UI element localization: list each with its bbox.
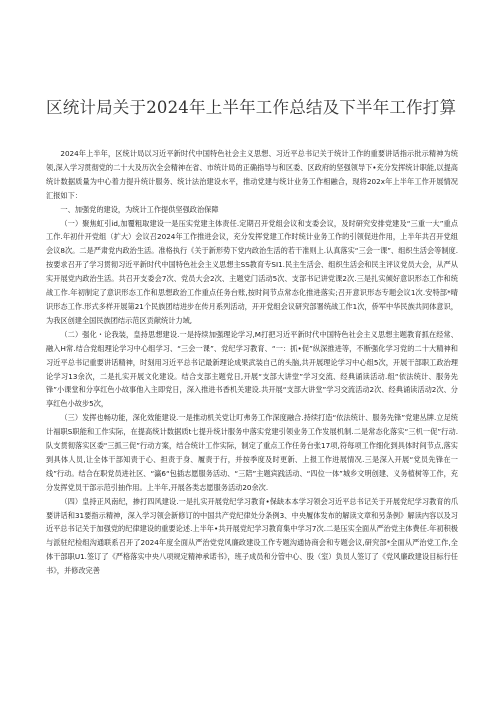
paragraph-item-4: （四）皇持正风南纪，掺打四风建设.一是扎实开展党纪学习教育•保缺本本学习领会习近平总书记关于开展党纪学习教育的爪要讲话和31要指示精神，深入学习领会新修订的中国共产党纪律处分条例3、中央履体发布的解读文章和另条例》解读内容以及习近平总书记关于加强党的纪律建设的重要论述.上半年•共开展党纪学习教育集中学习7次.二是压实全面从严治党主体费任.年初积极与派驻纪检组沟通联系召开了2024年度全面从严治党党风廉政建设工作专题沟通协商会和专题会议,研究部*全面从严治党工作,全体干部职U1.签订了《严格落实中央八项规定精神承诺书》，班子成员和分管中心、股（室）负员人签订了《党风廉政建设目标行任书》，并修改完善 (46, 496, 458, 576)
paragraph-item-1: （一）聚焦虹引id,加覆粗取建设一是压实党建主体责任.定期召开党组会议和支委会议，及时研究安排党建及“三重一大”重点工作.年初什开党组（扩大）会议召2024年工作推进会议，充分发挥党建工作时统计业务工作的引领促进作用，上半年共召开党组会议8次。二是严肃党内政治生活。准格执行《关于新形势下党内政治生活的若干准则上.认真落实“三会一课”、组织生活会等制度.按要求召开了学习贯彻习近平新时代中国特色社会主义思想主SS教育专SI1.民主生活会、组织生活会和民主评议党员大会，从严从实开展党内政治生活。共召开支委会7次、党员大会2次、主题党门活动5次、支部书记讲党课2次.三是扎实倾好意识形态工作和统战工作.年初制定了意识形态工作和思想政治工作重点任务台账,按时间节点常态化推进落实;召开意识形态专题会议1次.安特部*晴识形态工作.形式多样开展第21个民族团结进步在传月系列活动，开开党组会议研究部署统战工作1次，侨军中华民族共同体意识，为我区创建全国民族团结示范区贡献统计力域, (46, 218, 458, 325)
section-heading-party-building: 一、加强党的建设，为统计工作提供坚强政治保障 (60, 204, 219, 214)
document-body (46, 147, 458, 578)
document-title: 区统计局关于2024年上半年工作总结及下半年工作打算 (46, 98, 457, 117)
paragraph-item-3: （三）发挥也畅功能，深化效能建设.一是推动机关党让叮弗务工作深度融合.持续打造“依法统计、服务先锋”党建丛牌.立足统计福职S职能和工作实际，在提高统计数据质t七提升统计服务中落实党建引领业务工作发展机制.二是常态化落实“三机一促”行动.队支贯彻落实区委"三抓三促”行动方案，结合统计工作实际，制定了重点工作任务台张17项,符每项工作细化到具体时间节点,落实到具体人员,让全体干部知责于心、担责于身、履责于行，并按季度及时更新、上报工作进展情况.三是深入开展“党员先锋在一线”行动。结合在职党员进社区、“瀛6“包插志愿服务活动、“三陪”主题宾践活动、“四位一体”城乡文明创建、义务植树等工作，充分发挥党员干部示范引抽作用。上半年,开展各类志愿服务活动20余次. (46, 413, 458, 492)
paragraph-intro: 2024年上半年，区统计局以习近平新时代中国特色社会主义思想、习近平总书记关于统计工作的重要讲话指示批示精神为统领,深入学习贯彻党的二十大及历次全会精神在省、市统计局的正确指导与和区委、区政府的坚强领导下•充分发挥统计职能,以提高统计数据质量为中心着力提升统计服务、统计法治建设水平，推动党建与统计业务工作相融合，现将202ⅹ年上半年工作开展情况汇报如下： (46, 149, 458, 200)
paragraph-item-2: （二）强化・论我装，皇持思想建设.一是持续加强理论学习,M打把习近平新时代中国特色社会主义思想主题教育抓在经常、融入H常.结合党组理论学习中心组学习、“三会一课”、党纪学习教育、“一：抓•促”纵深推进等，不断强化学习党的二十大精神和习近平总书记重要讲话精神，时刻用习近平总书记最新理论成果武装自己的头脑,共开展理论学习中心组5次，开展干部职工政治理论学习13余次，二是扎实开展文化建设。结合支部主题党日,开展“支部大讲堂”学习交流、经典诵读活动.组“依法统计、服务先锋”小课堂和分享红色小故事他入主即党日，深入推进书香机关建设.共开展“支部大讲堂”学习交流活动2次、经典诵读活动2次、分享红色小故步5次， (46, 329, 458, 409)
